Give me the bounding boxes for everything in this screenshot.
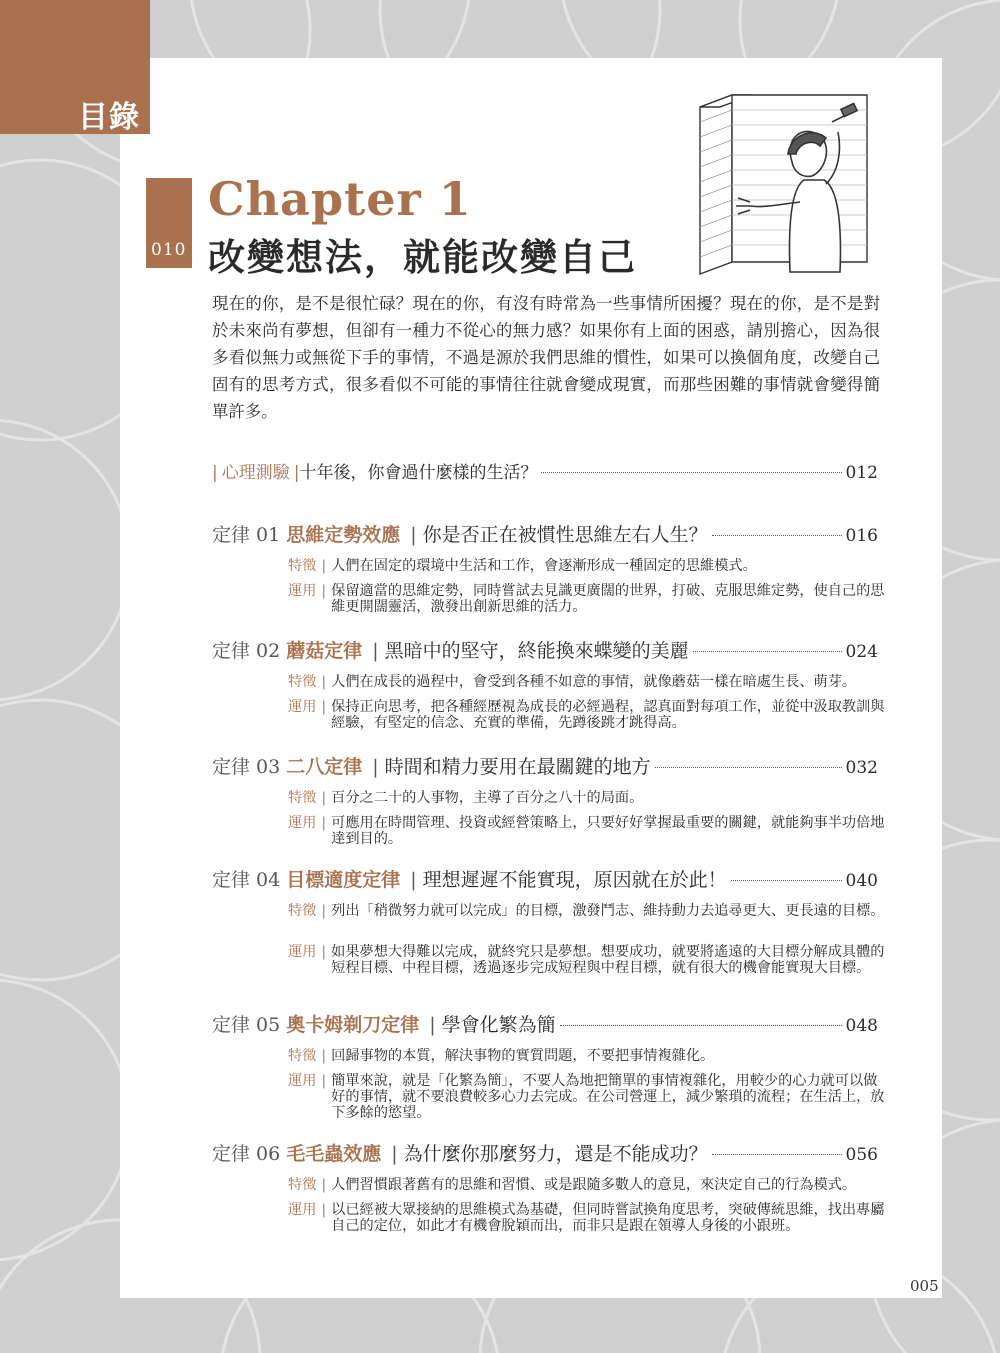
law-separator: | <box>372 640 379 662</box>
feature-label: 特徵 <box>288 1048 317 1064</box>
toc-entry-law-03[interactable] <box>212 752 878 779</box>
toc-entry-law-02[interactable] <box>212 636 878 663</box>
law-title: 學會化繁為簡 <box>441 1014 556 1036</box>
law-page-number: 032 <box>845 758 878 778</box>
law-page-number: 040 <box>845 871 878 891</box>
law-name: 目標適度定律 <box>286 869 401 891</box>
law-prefix: 定律 04 <box>212 869 281 891</box>
toc-entry-law-06[interactable] <box>212 1139 878 1166</box>
law-title: 為什麼你那麼努力，還是不能成功？ <box>403 1143 708 1165</box>
note-bar: | <box>321 1073 327 1089</box>
law-name: 奧卡姆剃刀定律 <box>286 1014 420 1036</box>
apply-text: 如果夢想大得難以完成，就終究只是夢想。想要成功，就要將遙遠的大目標分解成具體的短程目標、中程目標，透過逐步完成短程與中程目標，就有很大的機會能實現大目標。 <box>331 944 885 976</box>
law-page-number: 016 <box>845 526 878 546</box>
law-page-number: 048 <box>845 1016 878 1036</box>
note-bar: | <box>321 1048 327 1064</box>
apply-label: 運用 <box>288 815 317 831</box>
dot-leader <box>560 1025 842 1026</box>
law-page-number: 024 <box>845 642 878 662</box>
apply-text: 保留適當的思維定勢，同時嘗試去見識更廣闊的世界，打破、克服思維定勢，使自己的思維更開闊靈活，激發出創新思維的活力。 <box>331 583 885 615</box>
feature-text: 列出「稍微努力就可以完成」的目標，激發鬥志、維持動力去追尋更大、更長遠的目標。 <box>331 903 885 919</box>
feature-text: 百分之二十的人事物，主導了百分之八十的局面。 <box>331 790 644 806</box>
apply-label: 運用 <box>288 699 317 715</box>
law-name: 二八定律 <box>286 756 363 778</box>
note-bar: | <box>321 1177 327 1193</box>
law-application <box>288 1073 888 1121</box>
apply-label: 運用 <box>288 583 317 599</box>
chapter-title: 改變想法，就能改變自己 <box>208 235 637 279</box>
chapter-intro: 現在的你，是不是很忙碌？現在的你，有沒有時常為一些事情所困擾？現在的你，是不是對於未來尚有夢想，但卻有一種力不從心的無力感？如果你有上面的困惑，請別擔心，因為很多看似無力或無從下手的事情，不過是源於我們思維的慣性，如果可以換個角度，改變自己固有的思考方式，很多看似不可能的事情往往就會變成現實，而那些困難的事情就會變得簡單許多。 <box>212 294 880 421</box>
feature-text: 回歸事物的本質，解決事物的實質問題，不要把事情複雜化。 <box>331 1048 715 1064</box>
toc-entry-law-05[interactable] <box>212 1010 878 1037</box>
note-bar: | <box>321 790 327 806</box>
feature-label: 特徵 <box>288 558 317 574</box>
note-bar: | <box>321 903 327 919</box>
law-feature <box>288 903 888 919</box>
law-name: 蘑菇定律 <box>286 640 363 662</box>
law-application <box>288 944 888 976</box>
law-title: 你是否正在被慣性思維左右人生？ <box>422 524 708 546</box>
toc-tab-label: 目錄 <box>78 100 140 135</box>
law-title: 理想遲遲不能實現，原因就在於此！ <box>422 869 727 891</box>
toc-tab <box>0 0 150 134</box>
toc-entry-law-04[interactable] <box>212 865 878 892</box>
chapter-label: Chapter 1 <box>208 172 472 226</box>
apply-label: 運用 <box>288 944 317 960</box>
chapter-page-number[interactable]: 010 <box>151 240 187 260</box>
note-bar: | <box>321 944 327 960</box>
law-prefix: 定律 01 <box>212 524 281 546</box>
law-application <box>288 699 888 731</box>
law-application <box>288 583 888 615</box>
law-page-number: 056 <box>845 1145 878 1165</box>
note-bar: | <box>321 674 327 690</box>
law-prefix: 定律 06 <box>212 1143 281 1165</box>
man-hammering-brick-wall-illustration <box>692 92 872 277</box>
feature-text: 人們習慣跟著舊有的思維和習慣、或是跟隨多數人的意見，來決定自己的行為模式。 <box>331 1177 857 1193</box>
law-feature <box>288 558 888 574</box>
law-application <box>288 1202 888 1234</box>
dot-leader <box>655 767 842 768</box>
law-feature <box>288 1177 888 1193</box>
law-separator: | <box>410 869 417 891</box>
law-separator: | <box>429 1014 436 1036</box>
note-bar: | <box>321 815 327 831</box>
note-bar: | <box>321 583 327 599</box>
note-bar: | <box>321 558 327 574</box>
law-separator: | <box>410 524 417 546</box>
law-separator: | <box>372 756 379 778</box>
quiz-page-number: 012 <box>845 463 878 483</box>
dot-leader <box>693 651 842 652</box>
quiz-title: 十年後，你會過什麼樣的生活？ <box>299 463 538 483</box>
feature-text: 人們在固定的環境中生活和工作，會逐漸形成一種固定的思維模式。 <box>331 558 757 574</box>
dot-leader <box>712 535 842 536</box>
dot-leader <box>712 1154 842 1155</box>
page-number: 005 <box>910 1277 939 1295</box>
law-application <box>288 815 888 847</box>
feature-label: 特徵 <box>288 1177 317 1193</box>
toc-entry-quiz[interactable] <box>212 458 878 483</box>
quiz-bar-right: | <box>293 463 300 483</box>
feature-label: 特徵 <box>288 903 317 919</box>
note-bar: | <box>321 1202 327 1218</box>
apply-text: 以已經被大眾接納的思維模式為基礎，但同時嘗試換角度思考，突破傳統思維，找出專屬自己的定位，如此才有機會脫穎而出，而非只是跟在領導人身後的小跟班。 <box>331 1202 885 1234</box>
law-feature <box>288 1048 888 1064</box>
toc-entry-law-01[interactable] <box>212 520 878 547</box>
law-prefix: 定律 05 <box>212 1014 281 1036</box>
feature-label: 特徵 <box>288 674 317 690</box>
apply-text: 保持正向思考，把各種經歷視為成長的必經過程，認真面對每項工作，並從中汲取教訓與經驗，有堅定的信念、充實的準備，先蹲後跳才跳得高。 <box>331 699 885 731</box>
law-prefix: 定律 02 <box>212 640 281 662</box>
law-feature <box>288 674 888 690</box>
law-name: 思維定勢效應 <box>286 524 401 546</box>
dot-leader <box>731 880 842 881</box>
apply-text: 可應用在時間管理、投資或經營策略上，只要好好掌握最重要的關鍵，就能夠事半功倍地達到目的。 <box>331 815 885 847</box>
law-feature <box>288 790 888 806</box>
law-title: 時間和精力要用在最關鍵的地方 <box>384 756 651 778</box>
law-prefix: 定律 03 <box>212 756 281 778</box>
apply-text: 簡單來說，就是「化繁為簡」，不要人為地把簡單的事情複雜化，用較少的心力就可以做好的事情，就不要浪費較多心力去完成。在公司營運上，減少繁瑣的流程；在生活上，放下多餘的慾望。 <box>331 1073 885 1121</box>
note-bar: | <box>321 699 327 715</box>
feature-label: 特徵 <box>288 790 317 806</box>
quiz-label: 心理測驗 <box>221 463 290 483</box>
law-title: 黑暗中的堅守，終能換來蝶變的美麗 <box>384 640 689 662</box>
apply-label: 運用 <box>288 1202 317 1218</box>
feature-text: 人們在成長的過程中，會受到各種不如意的事情，就像蘑菇一樣在暗處生長、萌芽。 <box>331 674 857 690</box>
dot-leader <box>541 472 841 473</box>
law-name: 毛毛蟲效應 <box>286 1143 382 1165</box>
apply-label: 運用 <box>288 1073 317 1089</box>
quiz-bar-left: | <box>212 463 218 483</box>
law-separator: | <box>391 1143 398 1165</box>
